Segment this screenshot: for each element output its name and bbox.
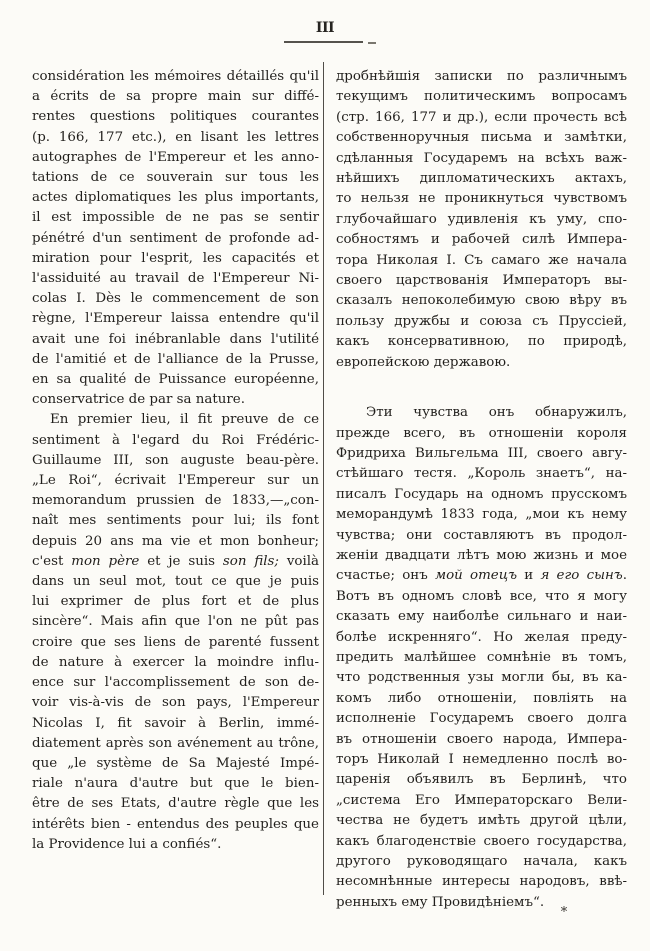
text-line: tations de ce souverain sur tous les xyxy=(32,170,319,186)
paragraph xyxy=(32,410,319,854)
text-line: дробнѣйшія записки по различнымъ xyxy=(336,69,627,84)
text-line: croire que ses liens de parenté fussent xyxy=(32,634,319,650)
column-divider-rule xyxy=(323,62,324,895)
text-line: c'est mon père et je suis son fils; voilà xyxy=(32,553,320,569)
text-line: пользу дружбы и союза съ Пруссіей, xyxy=(336,313,627,329)
text-line: dans un seul mot, tout ce que je puis xyxy=(32,574,319,590)
text-line: собственноручныя письма и замѣтки, xyxy=(336,130,627,146)
text-line: собностямъ и рабочей силѣ Импера- xyxy=(336,232,627,248)
text-line: colas I. Dès le commencement de son xyxy=(32,291,319,307)
text-line: intérêts bien - entendus des peuples que xyxy=(32,816,319,832)
text-line: Эти чувства онъ обнаружилъ, xyxy=(366,405,627,421)
text-line: чества не будетъ имѣть другой цѣли, xyxy=(336,813,627,829)
left-column-french-text xyxy=(32,67,319,855)
header-rule-dash xyxy=(368,42,376,44)
text-line: болѣе искренняго“. Но желая преду- xyxy=(336,629,627,645)
text-line: memorandum prussien de 1833,—„con- xyxy=(32,493,319,509)
text-line: Guillaume III, son auguste beau-père. xyxy=(32,452,319,468)
paragraph xyxy=(336,403,627,913)
text-line: несомнѣнные интересы народовъ, ввѣ- xyxy=(336,874,627,890)
text-line: règne, l'Empereur laissa entendre qu'il xyxy=(32,311,319,327)
text-line: текущимъ политическимъ вопросамъ xyxy=(336,89,627,105)
text-line: miration pour l'esprit, les capacités et xyxy=(32,250,319,266)
page-number: III xyxy=(315,20,335,36)
text-line: Nicolas I, fit savoir à Berlin, immé- xyxy=(32,715,319,731)
text-line: a écrits de sa propre main sur diffé- xyxy=(32,89,319,105)
text-line: naît mes sentiments pour lui; ils font xyxy=(32,513,319,529)
text-line: глубочайшаго удивленія къ уму, спо- xyxy=(336,211,627,227)
text-line: стѣйшаго тестя. „Король знаетъ“, на- xyxy=(336,466,627,482)
text-line: actes diplomatiques les plus importants, xyxy=(32,190,319,206)
text-line: de l'amitié et de l'alliance de la Prusse, xyxy=(32,351,319,367)
text-line: женіи двадцати лѣтъ мою жизнь и мое xyxy=(336,547,627,563)
text-line: чувства; они составляютъ въ продол- xyxy=(336,527,627,543)
text-line: sentiment à l'egard du Roi Frédéric- xyxy=(32,432,319,448)
text-line: considération les mémoires détaillés qu'il xyxy=(32,69,319,84)
text-line: Вотъ въ одномъ словѣ все, что я могу xyxy=(336,588,627,604)
text-line: lui exprimer de plus fort et de plus xyxy=(32,594,319,610)
text-line: depuis 20 ans ma vie et mon bonheur; xyxy=(32,533,319,549)
text-line: (стр. 166, 177 и др.), если прочесть всѣ xyxy=(336,109,627,125)
text-line: diatement après son avénement au trône, xyxy=(32,735,319,751)
paragraph xyxy=(336,67,627,373)
text-line: avait une foi inébranlable dans l'utilité xyxy=(32,331,319,347)
text-line: riale n'aura d'autre but que le bien- xyxy=(32,776,319,792)
text-line: „система Его Императорскаго Вели- xyxy=(336,792,627,808)
text-line: что родственныя узы могли бы, въ ка- xyxy=(336,670,627,686)
text-line: rentes questions politiques courantes xyxy=(32,109,319,125)
text-line: „Le Roi“, écrivait l'Empereur sur un xyxy=(32,473,319,489)
text-line: (p. 166, 177 etc.), en lisant les lettres xyxy=(32,129,319,145)
signature-asterisk-mark: * xyxy=(560,905,568,920)
paragraph xyxy=(32,67,319,410)
text-line: предить малѣйшее сомнѣніе въ томъ, xyxy=(336,649,627,665)
text-line: торъ Николай I немедленно послѣ во- xyxy=(336,752,627,767)
text-line: autographes de l'Empereur et les anno- xyxy=(32,149,319,165)
text-line: ренныхъ ему Провидѣніемъ“. xyxy=(336,894,545,910)
text-line: прежде всего, въ отношеніи короля xyxy=(336,425,627,441)
text-line: ence sur l'accomplissement de son de- xyxy=(32,675,319,691)
text-line: il est impossible de ne pas se sentir xyxy=(32,210,319,226)
text-line: исполненіе Государемъ своего долга xyxy=(336,711,627,727)
text-line: какъ благоденствіе своего государства, xyxy=(336,833,627,849)
text-line: то нельзя не проникнуться чувствомъ xyxy=(336,191,627,207)
right-column-russian-text xyxy=(336,67,627,913)
header-rule xyxy=(284,41,363,43)
text-line: въ отношеніи своего народа, Импера- xyxy=(336,731,627,747)
text-line: voir vis-à-vis de son pays, l'Empereur xyxy=(32,695,319,711)
text-line: être de ses Etats, d'autre règle que les xyxy=(32,796,319,812)
text-line: En premier lieu, il fit preuve de ce xyxy=(50,412,319,428)
text-line: la Providence lui a confiés“. xyxy=(32,836,222,852)
text-line: тора Николая I. Съ самаго же начала xyxy=(336,252,627,268)
text-line: нѣйшихъ дипломатическихъ актахъ, xyxy=(336,171,627,187)
text-line: сдѣланныя Государемъ на всѣхъ важ- xyxy=(336,150,627,166)
text-line: en sa qualité de Puissance européenne, xyxy=(32,372,319,388)
text-line: l'assiduité au travail de l'Empereur Ni- xyxy=(32,271,319,287)
text-line: pénétré d'un sentiment de profonde ad- xyxy=(32,230,319,246)
text-line: комъ либо отношеніи, повліять на xyxy=(336,690,627,706)
text-line: писалъ Государь на одномъ прусскомъ xyxy=(336,486,627,502)
text-line: de nature à exercer la moindre influ- xyxy=(32,654,319,670)
text-line: царенія объявилъ въ Берлинѣ, что xyxy=(336,772,627,788)
text-line: другого руководящаго начала, какъ xyxy=(336,854,627,870)
text-line: Фридриха Вильгельма III, своего авгу- xyxy=(336,445,627,461)
text-line: счастье; онъ мой отецъ и я его сынъ. xyxy=(336,568,627,584)
text-line: европейскою державою. xyxy=(336,354,511,370)
text-line: какъ консервативною, по природѣ, xyxy=(336,334,627,350)
text-line: сказать ему наиболѣе сильнаго и наи- xyxy=(336,609,627,625)
text-line: que „le système de Sa Majesté Impé- xyxy=(32,755,319,771)
text-line: conservatrice de par sa nature. xyxy=(32,392,245,408)
text-line: меморандумѣ 1833 года, „мои къ нему xyxy=(336,507,627,523)
text-line: sincère“. Mais afin que l'on ne pût pas xyxy=(32,614,319,630)
text-line: сказалъ непоколебимую свою вѣру въ xyxy=(336,293,627,309)
text-line: своего царствованія Императоръ вы- xyxy=(336,273,627,289)
